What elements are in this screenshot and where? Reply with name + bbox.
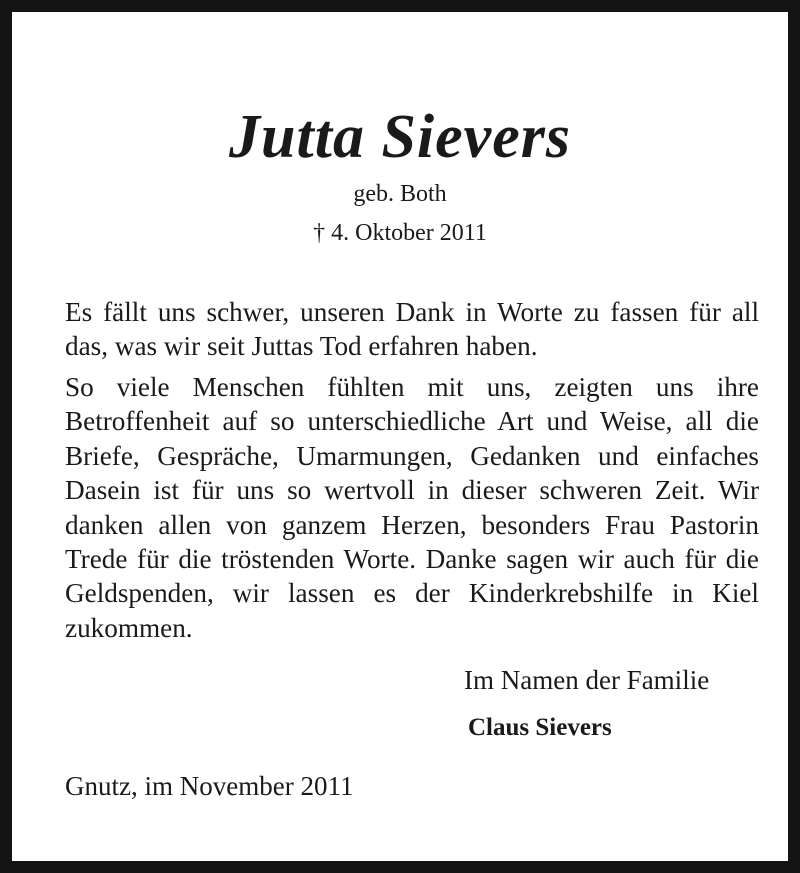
place-and-date: Gnutz, im November 2011 xyxy=(65,771,354,801)
maiden-name: geb. Both xyxy=(353,181,447,207)
thanks-paragraph-2: So viele Menschen fühlten mit uns, zeigten uns ihre Betroffenheit auf so unterschiedliche Art und Weise, all die Briefe, Gespräche, Umarmungen, Gedanken und einfaches Dasein ist für uns so wertvoll in dieser schweren Zeit. Wir danken allen von ganzem Herzen, besonders Frau Pastorin Trede für die tröstenden Worte. Danke sagen wir auch für die Geldspenden, wir lassen es der Kinderkrebshilfe in Kiel zukommen. xyxy=(65,372,759,643)
deceased-name: Jutta Sievers xyxy=(229,103,571,171)
thanks-paragraph-1: Es fällt uns schwer, unseren Dank in Worte zu fassen für all das, was wir seit Juttas Tod erfahren haben. xyxy=(65,297,759,362)
signer-name: Claus Sievers xyxy=(468,714,612,741)
signature-intro: Im Namen der Familie xyxy=(464,665,710,695)
death-date: † 4. Oktober 2011 xyxy=(313,220,487,246)
